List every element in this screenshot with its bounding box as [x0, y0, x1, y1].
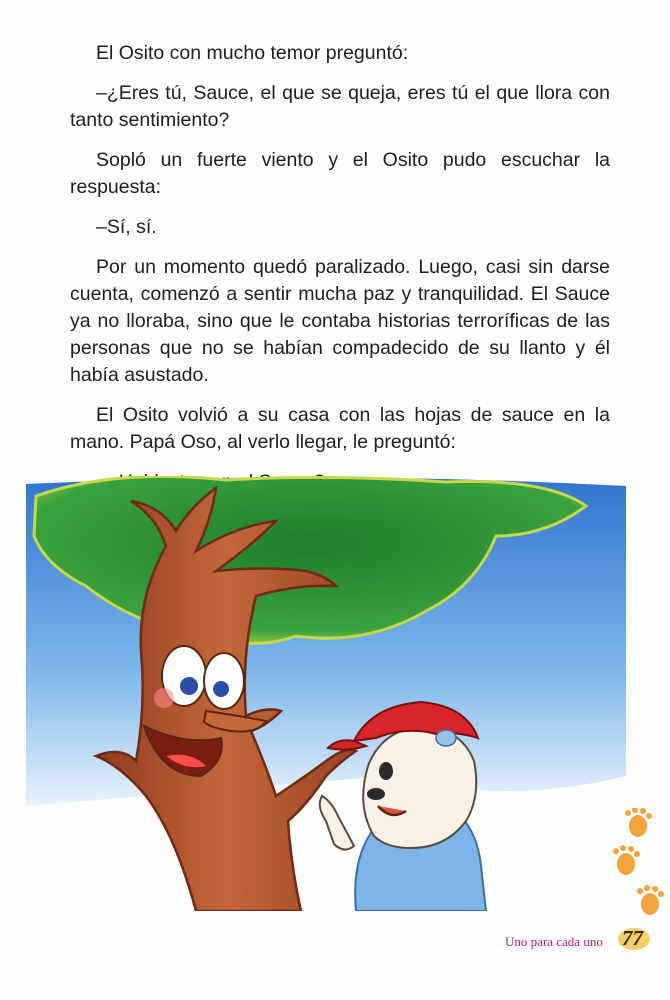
paragraph-3: Sopló un fuerte viento y el Osito pudo escuchar la respuesta:: [70, 149, 610, 198]
page-number: 77: [622, 926, 643, 950]
bear-pointing-hand: [320, 796, 354, 850]
tree-right-pupil: [213, 681, 229, 697]
book-title-footer: Uno para cada uno: [505, 934, 603, 949]
bear-nose: [367, 788, 385, 800]
paragraph-4: –Sí, sí.: [96, 216, 157, 238]
bear-cap-logo: [436, 730, 456, 746]
tree-cheek: [154, 688, 174, 708]
talking-tree-and-bear-illustration: [26, 476, 626, 911]
tree-right-eye: [204, 653, 244, 709]
paragraph-6: El Osito volvió a su casa con las hojas de sauce en la mano. Papá Oso, al verlo llegar, le preguntó:: [70, 404, 610, 453]
story-text: [70, 40, 610, 509]
bear-head: [363, 726, 476, 848]
paragraph-1: El Osito con mucho temor preguntó:: [96, 42, 409, 64]
bear-eye: [379, 762, 393, 780]
paragraph-2: –¿Eres tú, Sauce, el que se queja, eres tú el que llora con tanto sentimiento?: [70, 82, 610, 131]
paragraph-5: Por un momento quedó paralizado. Luego, casi sin darse cuenta, comenzó a sentir mucha paz y tranquilidad. El Sauce ya no lloraba, sino que le contaba historias terroríficas de las personas que no se habían compadecido de su llanto y él había asustado.: [70, 256, 610, 386]
tree-left-pupil: [180, 677, 198, 695]
paw-prints-icon: [612, 808, 670, 923]
